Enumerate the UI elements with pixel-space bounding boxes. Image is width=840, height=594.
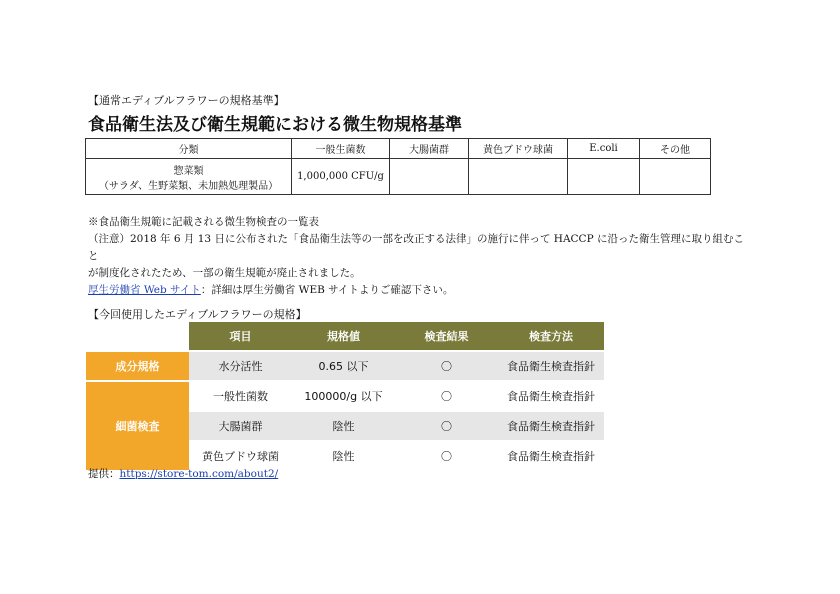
col-header-general-bacteria: 一般生菌数 — [292, 139, 390, 159]
row-method: 食品衛生検査指針 — [498, 381, 604, 411]
row-value: 100000/g 以下 — [292, 381, 395, 411]
category-cell — [86, 159, 292, 195]
credit-line — [88, 466, 278, 481]
note-link-line — [88, 282, 748, 299]
col-header-item: 項目 — [189, 322, 292, 351]
category-composition: 成分規格 — [86, 351, 189, 381]
credit-prefix: 提供： — [88, 468, 120, 480]
col-header-coliform: 大腸菌群 — [390, 139, 469, 159]
page-title: 食品衛生法及び衛生規範における微生物規格基準 — [88, 115, 462, 135]
row-method: 食品衛生検査指針 — [498, 441, 604, 470]
staph-cell — [469, 159, 568, 195]
category-bacteria: 細菌検査 — [86, 381, 189, 470]
row-value: 0.65 以下 — [292, 351, 395, 381]
header-blank — [86, 322, 189, 351]
other-cell — [640, 159, 711, 195]
row-value: 陰性 — [292, 411, 395, 441]
general-bacteria-cell: 1,000,000 CFU/g — [292, 159, 390, 195]
mhlw-website-link[interactable]: 厚生労働省 Web サイト — [88, 284, 201, 296]
row-item: 黄色ブドウ球菌 — [189, 441, 292, 470]
row-method: 食品衛生検査指針 — [498, 411, 604, 441]
row-item: 大腸菌群 — [189, 411, 292, 441]
note-block — [88, 214, 748, 299]
col-header-staph: 黄色ブドウ球菌 — [469, 139, 568, 159]
ecoli-cell — [568, 159, 640, 195]
note-line2: （注意）2018 年 6 月 13 日に公布された「食品衛生法等の一部を改正する法律」の施行に伴って HACCP に沿った衛生管理に取り組むこと — [88, 233, 744, 262]
category-line2: （サラダ、生野菜類、未加熱処理製品） — [98, 180, 279, 192]
edible-flower-table — [86, 322, 604, 470]
row-result: 〇 — [395, 441, 498, 470]
row-result: 〇 — [395, 351, 498, 381]
note-line3: が制度化されたため、一部の衛生規範が廃止されました。 — [88, 267, 361, 279]
section2-heading: 【今回使用したエディブルフラワーの規格】 — [88, 308, 307, 321]
col-header-category: 分類 — [86, 139, 292, 159]
row-item: 一般性菌数 — [189, 381, 292, 411]
row-item: 水分活性 — [189, 351, 292, 381]
section1-heading: 【通常エディブルフラワーの規格基準】 — [88, 94, 285, 107]
note-link-suffix: ：詳細は厚生労働省 WEB サイトよりご確認下さい。 — [200, 284, 454, 296]
col-header-other: その他 — [640, 139, 711, 159]
col-header-ecoli: E.coli — [568, 139, 640, 159]
credit-link[interactable]: https://store-tom.com/about2/ — [119, 468, 279, 480]
category-line1: 惣菜類 — [173, 165, 204, 177]
col-header-method: 検査方法 — [498, 322, 604, 351]
row-result: 〇 — [395, 381, 498, 411]
standards-table — [85, 138, 711, 195]
note-line1: ※食品衛生規範に記載される微生物検査の一覧表 — [88, 216, 319, 228]
row-method: 食品衛生検査指針 — [498, 351, 604, 381]
row-result: 〇 — [395, 411, 498, 441]
col-header-result: 検査結果 — [395, 322, 498, 351]
col-header-value: 規格値 — [292, 322, 395, 351]
row-value: 陰性 — [292, 441, 395, 470]
coliform-cell — [390, 159, 469, 195]
